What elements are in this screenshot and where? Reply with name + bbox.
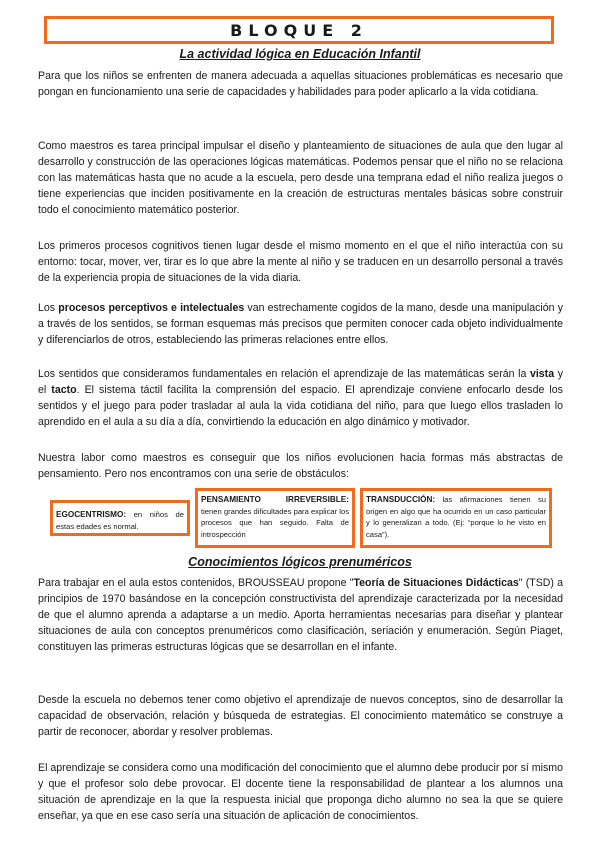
paragraph-senses: Los sentidos que consideramos fundamentales en relación el aprendizaje de las matemáticas serán la vista y el tacto. El sistema táctil facilita la comprensión del espacio. El aprendizaje conviene enfocarlo desde los sentidos y el juego para poder trasladar al aula la vida cotidiana del niño, para que luego ellos trasladen lo aprendido en el aula a su día a día, convirtiendo la educación en algo dinámico y motivador. [38, 368, 563, 428]
bold-term: Teoría de Situaciones Didácticas [353, 577, 519, 589]
title-box [44, 16, 554, 44]
section-heading-prenumeric: Conocimientos lógicos prenuméricos [188, 555, 412, 569]
paragraph-processes: Los procesos perceptivos e intelectuales van estrechamente cogidos de la mano, desde una manipulación y a través de los sentidos, se forman esquemas más precisos que permiten conocer cada objeto individualmente y diferenciarlos de otros, estableciendo las primeras relaciones entre ellos. [38, 302, 563, 346]
paragraph-intro: Para que los niños se enfrenten de manera adecuada a aquellas situaciones problemáticas es necesario que pongan en funcionamiento una serie de capacidades y habilidades para poder aplicarlo a la vida cotidiana. [38, 70, 563, 98]
obstacle-box-transduccion [360, 488, 552, 548]
paragraph-teachers: Como maestros es tarea principal impulsar el diseño y planteamiento de situaciones de aula que den lugar al desarrollo y construcción de las operaciones lógicas matemáticas. Podemos pensar que el niño no se relaciona con las matemáticas hasta que no acude a la escuela, pero desde una temprana edad el niño realiza juegos o tiene experiencias que inciden positivamente en la creación de estructuras mentales básicas sobre construir todo el conocimiento matemático posterior. [38, 140, 563, 216]
bold-term: vista [529, 368, 555, 380]
paragraph-obstacles: Nuestra labor como maestros es conseguir que los niños evolucionen hacia formas más abstractas de pensamiento. Pero nos encontramos con una serie de obstáculos: [38, 452, 563, 480]
obstacle-text: tienen grandes dificultades para explicar los procesos que han seguido. Falta de introspección [201, 506, 349, 539]
obstacle-text: las afirmaciones tienen su origen en algo que ha ocurrido en un caso particular y lo generalizan a todo. (Ej: “porque lo he visto en casa”). [366, 495, 546, 539]
obstacle-term: PENSAMIENTO IRREVERSIBLE: [201, 495, 349, 504]
paragraph-cognitive: Los primeros procesos cognitivos tienen lugar desde el mismo momento en el que el niño interactúa con su entorno: tocar, mover, ver, tirar es lo que abre la mente al niño y se traducen en un desarrollo personal a través de la experiencia propia de situaciones de la vida diaria. [38, 240, 563, 284]
bold-term: procesos perceptivos e intelectuales [58, 302, 245, 314]
paragraph-school: Desde la escuela no debemos tener como objetivo el aprendizaje de nuevos conceptos, sino de desarrollar la capacidad de observación, relación y búsqueda de estrategias. El conocimiento matemático se construye a partir de reconocer, abordar y resolver problemas. [38, 694, 563, 738]
bold-term: tacto [51, 384, 77, 396]
obstacle-term: EGOCENTRISMO: [56, 510, 127, 519]
section-heading-logic: La actividad lógica en Educación Infantil [179, 47, 421, 61]
paragraph-brousseau: Para trabajar en el aula estos contenidos, BROUSSEAU propone "Teoría de Situaciones Didácticas" (TSD) a principios de 1970 basándose en la concepción constructivista del aprendizaje caracterizada por la necesidad de que el alumno aprenda a adaptarse a un medio. Aporta herramientas necesarias para diseñar y plantear situaciones de aula con conceptos prenuméricos como clasificación, seriación y enumeración. Según Piaget, constituyen las primeras estructuras lógicas que se desarrollan en el infante. [38, 577, 563, 653]
obstacle-term: TRANSDUCCIÓN: [366, 495, 436, 504]
paragraph-learning: El aprendizaje se considera como una modificación del conocimiento que el alumno debe producir por sí mismo y que el profesor solo debe provocar. El docente tiene la responsabilidad de plantear a los alumnos una situación de aprendizaje en la que la respuesta inicial que proponga dicho alumno no sea la que se quiere enseñar, ya que en ese caso sería una situación de aplicación de conocimientos. [38, 762, 563, 822]
obstacle-box-pensamiento [195, 488, 355, 548]
obstacle-box-egocentrismo [50, 500, 190, 536]
page-title: BLOQUE 2 [230, 20, 368, 40]
obstacle-text: en niños de estas edades es normal. [56, 510, 184, 531]
